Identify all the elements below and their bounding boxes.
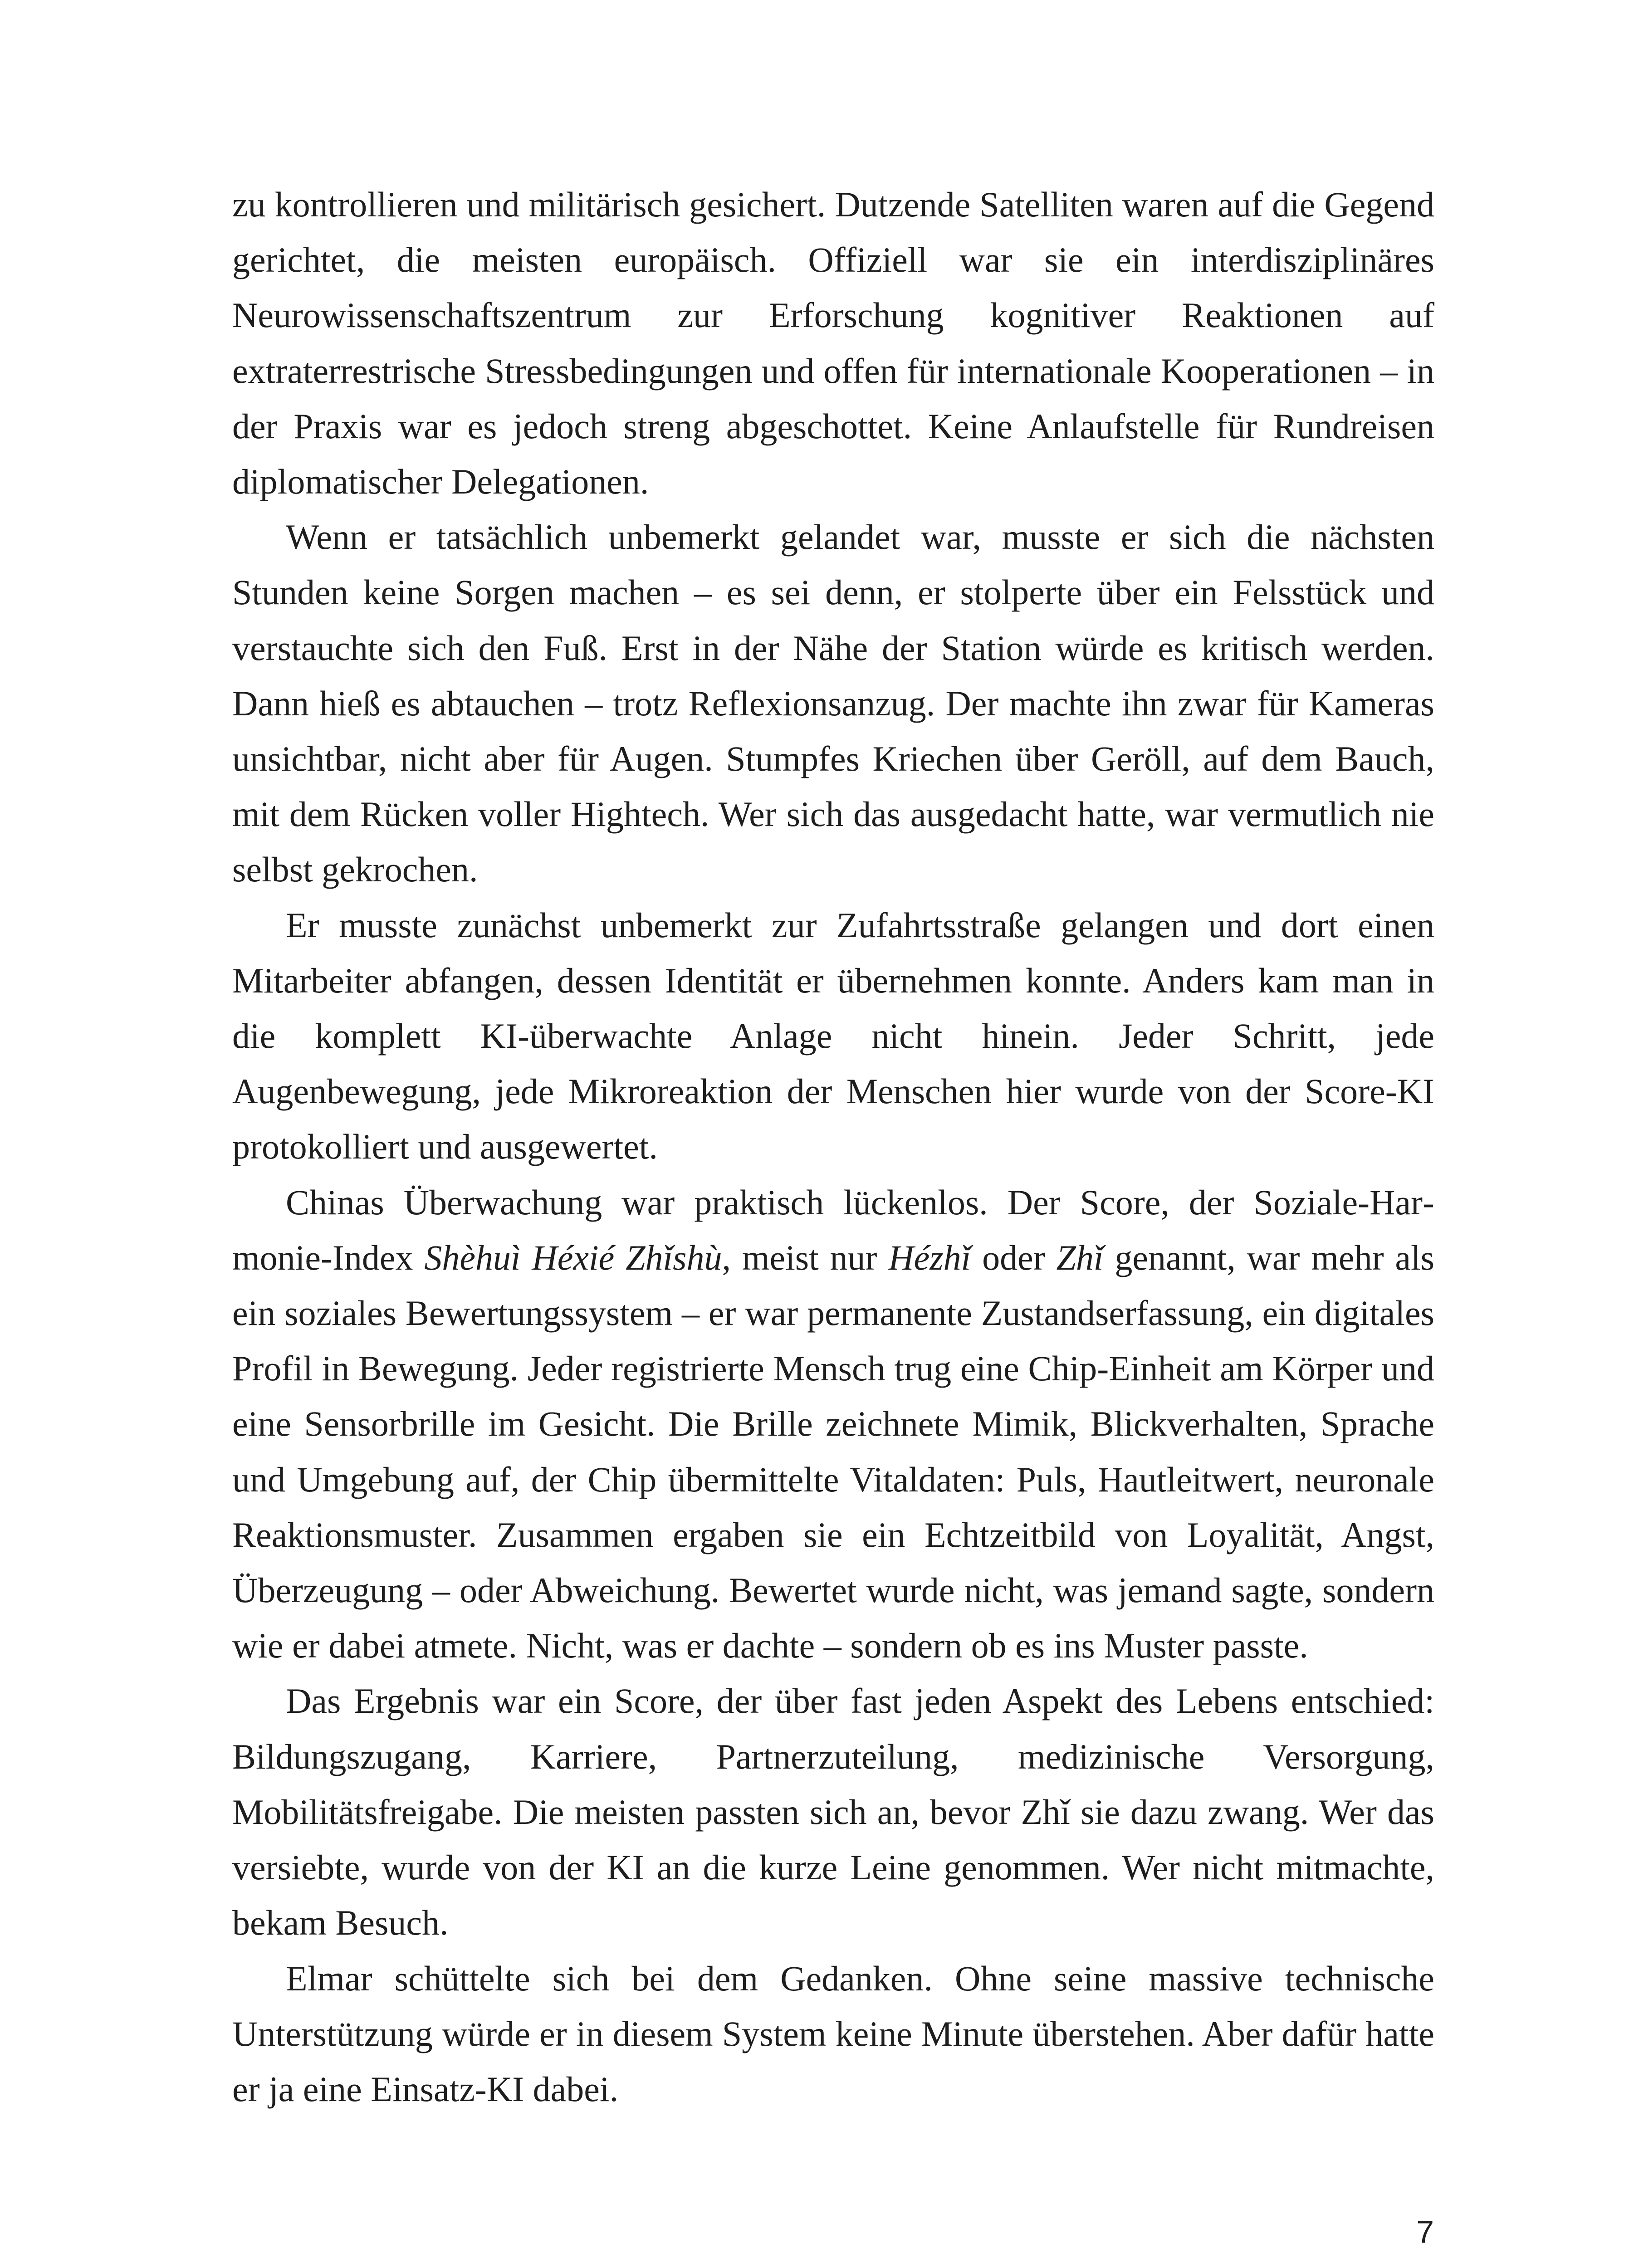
paragraph-text: , meist nur [722,1237,889,1277]
body-text [232,177,1434,2117]
paragraph-4 [232,1175,1434,1674]
paragraph-text: oder [971,1237,1057,1277]
paragraph-text: genannt, war mehr als ein soziales Bewertungssystem – er war permanente Zustandserfassung, ein digitales Profil in Bewegung. Jeder registrierte Mensch trug eine Chip-Einheit am Körper und eine Sensorbrille im Gesicht. Die Brille zeichnete Mimik, Blickverhalten, Sprache und Umgebung auf, der Chip übermittelte Vitaldaten: Puls, Hautleitwert, neuronale Reaktionsmuster. Zusammen ergaben sie ein Echtzeitbild von Loyalität, Angst, Überzeugung – oder Abweichung. Bewertet wurde nicht, was jemand sagte, sondern wie er dabei atmete. Nicht, was er dachte – sondern ob es ins Muster passte. [232,1237,1435,1666]
italic-term: Zhǐ [1056,1237,1104,1277]
paragraph-6 [232,1951,1434,2117]
page-number: 7 [1416,2214,1434,2249]
paragraph-1 [232,177,1434,509]
paragraph-text: Das Ergebnis war ein Score, der über fast jeden Aspekt des Lebens entschied: Bildungszugang, Karriere, Partnerzuteilung, medizinische Versorgung, Mobilitätsfreigabe. Die meisten passten sich an, bevor Zhǐ sie dazu zwang. Wer das versiebte, wurde von der KI an die kurze Leine genommen. Wer nicht mitmachte, bekam Besuch. [232,1681,1434,1943]
paragraph-3 [232,898,1434,1175]
paragraph-text: Er musste zunächst unbemerkt zur Zufahrtsstraße gelangen und dort einen Mitarbeiter abfangen, dessen Identität er übernehmen konnte. Anders kam man in die komplett KI-überwachte Anlage nicht hinein. Jeder Schritt, jede Augenbewegung, jede Mikroreaktion der Menschen hier wurde von der Score-KI protokolliert und ausgewertet. [232,905,1434,1167]
paragraph-2 [232,509,1434,897]
paragraph-text: Chinas Überwachung war praktisch lückenlos. Der Score, der Soziale-Harmonie-Index [232,1182,1434,1277]
paragraph-text: zu kontrollieren und militärisch gesichert. Dutzende Satelliten waren auf die Gegend gerichtet, die meisten europäisch. Offiziell war sie ein interdisziplinäres Neurowissenschaftszentrum zur Erforschung kognitiver Reaktionen auf extraterrestrische Stressbedingungen und offen für internationale Kooperationen – in der Praxis war es jedoch streng abgeschottet. Keine Anlaufstelle für Rundreisen diplomatischer Delegationen. [232,185,1434,502]
italic-term: Shèhuì Héxié Zhǐshù [424,1237,722,1277]
paragraph-text: Elmar schüttelte sich bei dem Gedanken. Ohne seine massive technische Unterstützung würde er in diesem System keine Minute überstehen. Aber dafür hatte er ja eine Einsatz-KI dabei. [232,1958,1434,2109]
italic-term: Hézhǐ [888,1237,971,1277]
paragraph-text: Wenn er tatsächlich unbemerkt gelandet war, musste er sich die nächsten Stunden keine Sorgen machen – es sei denn, er stolperte über ein Felsstück und verstauchte sich den Fuß. Erst in der Nähe der Station würde es kritisch werden. Dann hieß es abtauchen – trotz Reflexionsanzug. Der machte ihn zwar für Kameras unsichtbar, nicht aber für Augen. Stumpfes Kriechen über Geröll, auf dem Bauch, mit dem Rücken voller Hightech. Wer sich das ausgedacht hatte, war vermutlich nie selbst gekrochen. [232,517,1434,890]
paragraph-5 [232,1673,1434,1950]
